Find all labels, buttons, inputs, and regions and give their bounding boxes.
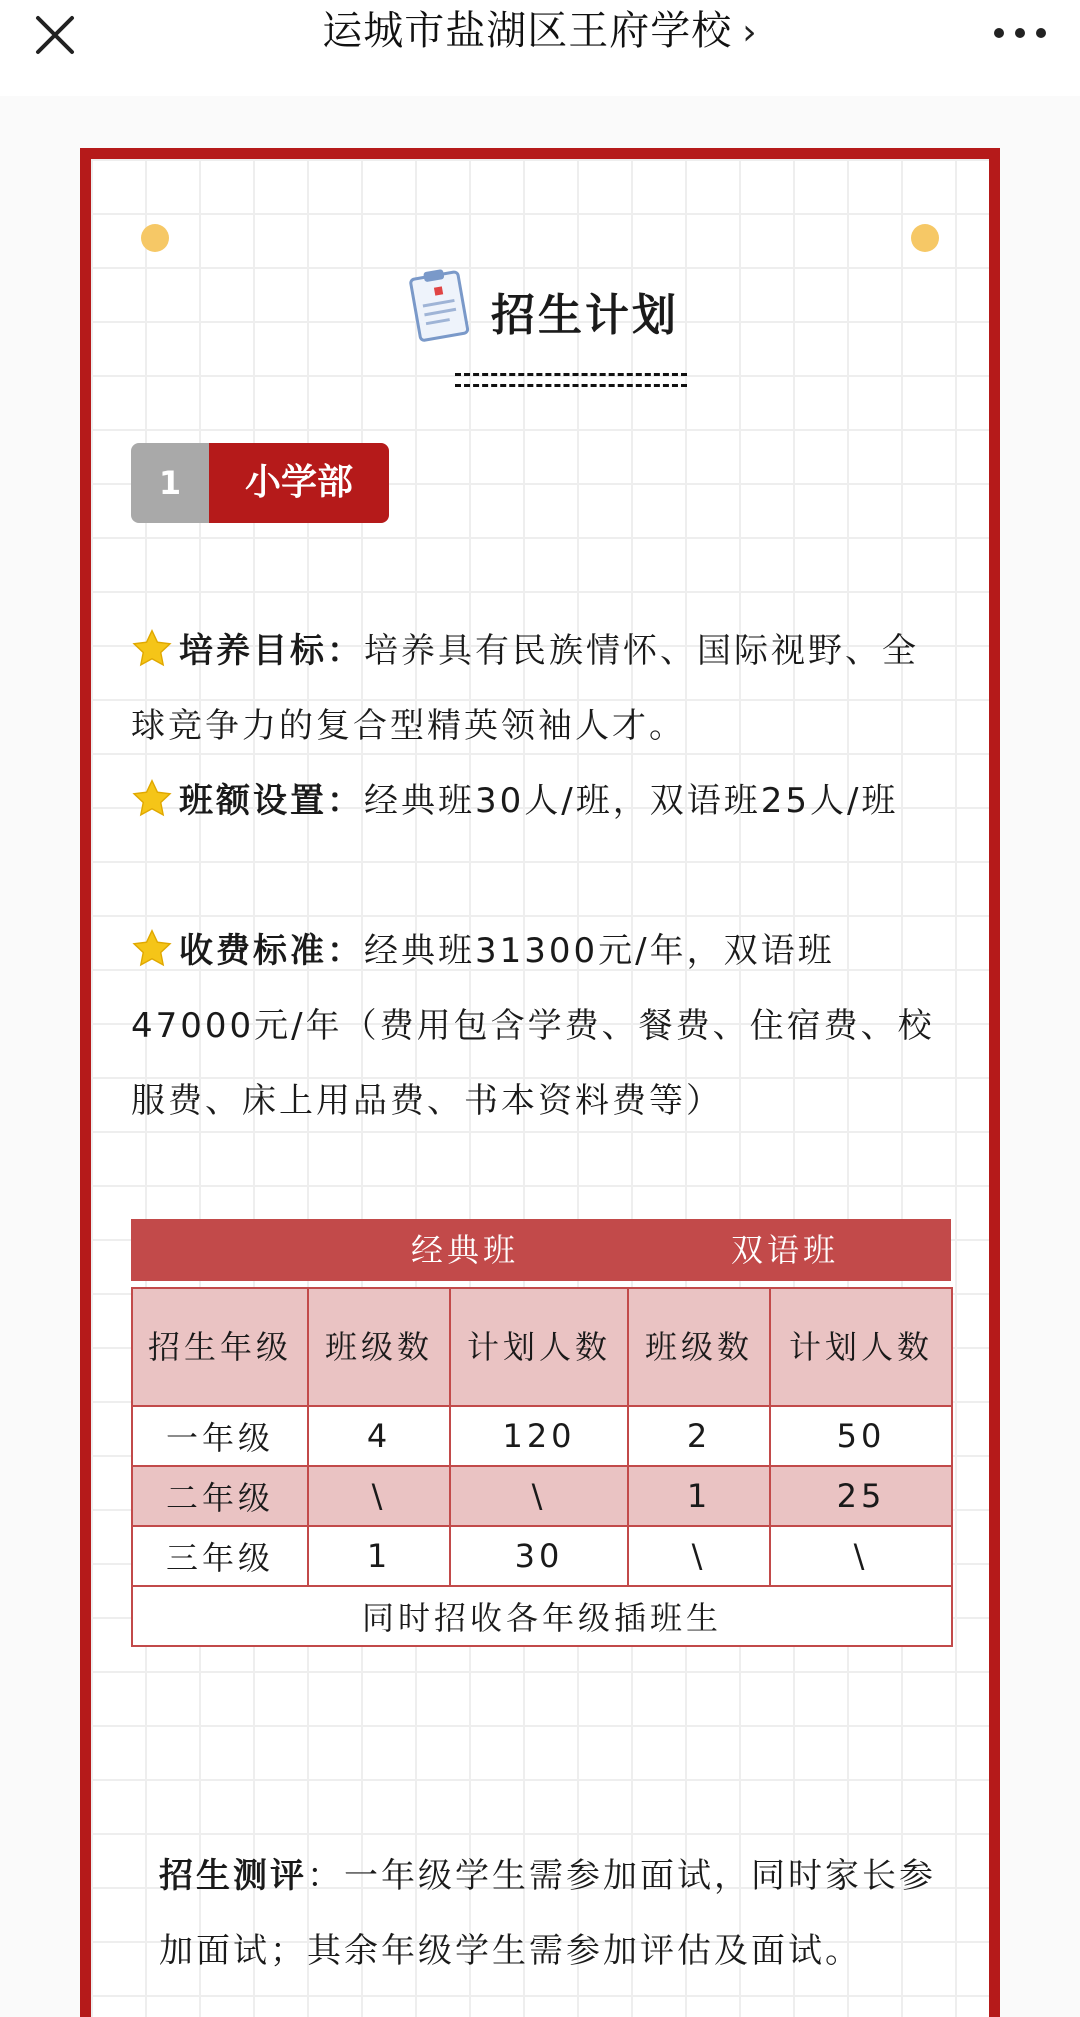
table-cell: \ bbox=[450, 1466, 628, 1526]
section-heading bbox=[91, 267, 989, 387]
assessment-note bbox=[159, 1839, 949, 1989]
table-cell: \ bbox=[308, 1466, 450, 1526]
heading-title: 招生计划 bbox=[491, 290, 679, 341]
table-header-row bbox=[132, 1288, 952, 1406]
assessment-label: 招生测评 bbox=[159, 1856, 307, 1896]
info-item-colon: ： bbox=[327, 931, 364, 971]
table-cell: 25 bbox=[770, 1466, 952, 1526]
top-bar bbox=[0, 0, 1080, 97]
assessment-text: 一年级学生需参加面试，同时家长参加面试；其余年级学生需参加评估及面试。 bbox=[159, 1856, 936, 1971]
table-row bbox=[132, 1526, 952, 1586]
table-cell: 二年级 bbox=[132, 1466, 308, 1526]
info-item-text: 经典班31300元/年，双语班47000元/年（费用包含学费、餐费、住宿费、校服费、床上用品费、书本资料费等） bbox=[131, 931, 935, 1121]
assessment-colon: ： bbox=[307, 1856, 344, 1896]
table-group-header bbox=[131, 1219, 951, 1281]
chevron-right-icon[interactable]: › bbox=[742, 12, 758, 53]
column-header: 班级数 bbox=[628, 1288, 770, 1406]
enrollment-card bbox=[80, 148, 1000, 2017]
table-footer-note: 同时招收各年级插班生 bbox=[132, 1586, 952, 1646]
table-cell: 三年级 bbox=[132, 1526, 308, 1586]
more-icon[interactable] bbox=[990, 12, 1050, 52]
group-header-bilingual: 双语班 bbox=[731, 1231, 840, 1269]
star-icon bbox=[131, 628, 173, 670]
info-item-label: 收费标准 bbox=[179, 931, 327, 971]
table-cell: 30 bbox=[450, 1526, 628, 1586]
column-header: 计划人数 bbox=[770, 1288, 952, 1406]
group-header-classic: 经典班 bbox=[411, 1231, 520, 1269]
column-header: 计划人数 bbox=[450, 1288, 628, 1406]
dashed-divider bbox=[455, 373, 687, 387]
table-cell: 2 bbox=[628, 1406, 770, 1466]
section-number: 1 bbox=[131, 443, 209, 523]
info-item-label: 班额设置 bbox=[179, 781, 327, 821]
table-cell: \ bbox=[628, 1526, 770, 1586]
column-header: 招生年级 bbox=[132, 1288, 308, 1406]
info-item-text: 经典班30人/班，双语班25人/班 bbox=[364, 781, 899, 821]
table-grid bbox=[131, 1287, 953, 1647]
clipboard-icon bbox=[407, 267, 473, 343]
page-title[interactable] bbox=[0, 0, 1080, 62]
info-item-fees bbox=[131, 914, 951, 1139]
page-title-text[interactable]: 运城市盐湖区王府学校 bbox=[322, 8, 733, 54]
info-item-text: 培养具有民族情怀、国际视野、全球竞争力的复合型精英领袖人才。 bbox=[131, 631, 919, 746]
column-header: 班级数 bbox=[308, 1288, 450, 1406]
table-footer-row bbox=[132, 1586, 952, 1646]
star-icon bbox=[131, 928, 173, 970]
decor-dot bbox=[911, 224, 939, 252]
star-icon bbox=[131, 778, 173, 820]
table-cell: 一年级 bbox=[132, 1406, 308, 1466]
table-row bbox=[132, 1406, 952, 1466]
table-row bbox=[132, 1466, 952, 1526]
info-item-colon: ： bbox=[327, 781, 364, 821]
decor-dot bbox=[141, 224, 169, 252]
info-item-colon: ： bbox=[327, 631, 364, 671]
section-label: 小学部 bbox=[209, 443, 389, 523]
table-cell: 120 bbox=[450, 1406, 628, 1466]
table-cell: 4 bbox=[308, 1406, 450, 1466]
section-badge bbox=[131, 443, 389, 523]
table-cell: 1 bbox=[628, 1466, 770, 1526]
table-cell: 50 bbox=[770, 1406, 952, 1466]
info-item-class-size bbox=[131, 764, 951, 839]
enrollment-table bbox=[131, 1219, 951, 1647]
table-cell: \ bbox=[770, 1526, 952, 1586]
info-item-label: 培养目标 bbox=[179, 631, 327, 671]
info-item-goal bbox=[131, 614, 951, 764]
table-cell: 1 bbox=[308, 1526, 450, 1586]
